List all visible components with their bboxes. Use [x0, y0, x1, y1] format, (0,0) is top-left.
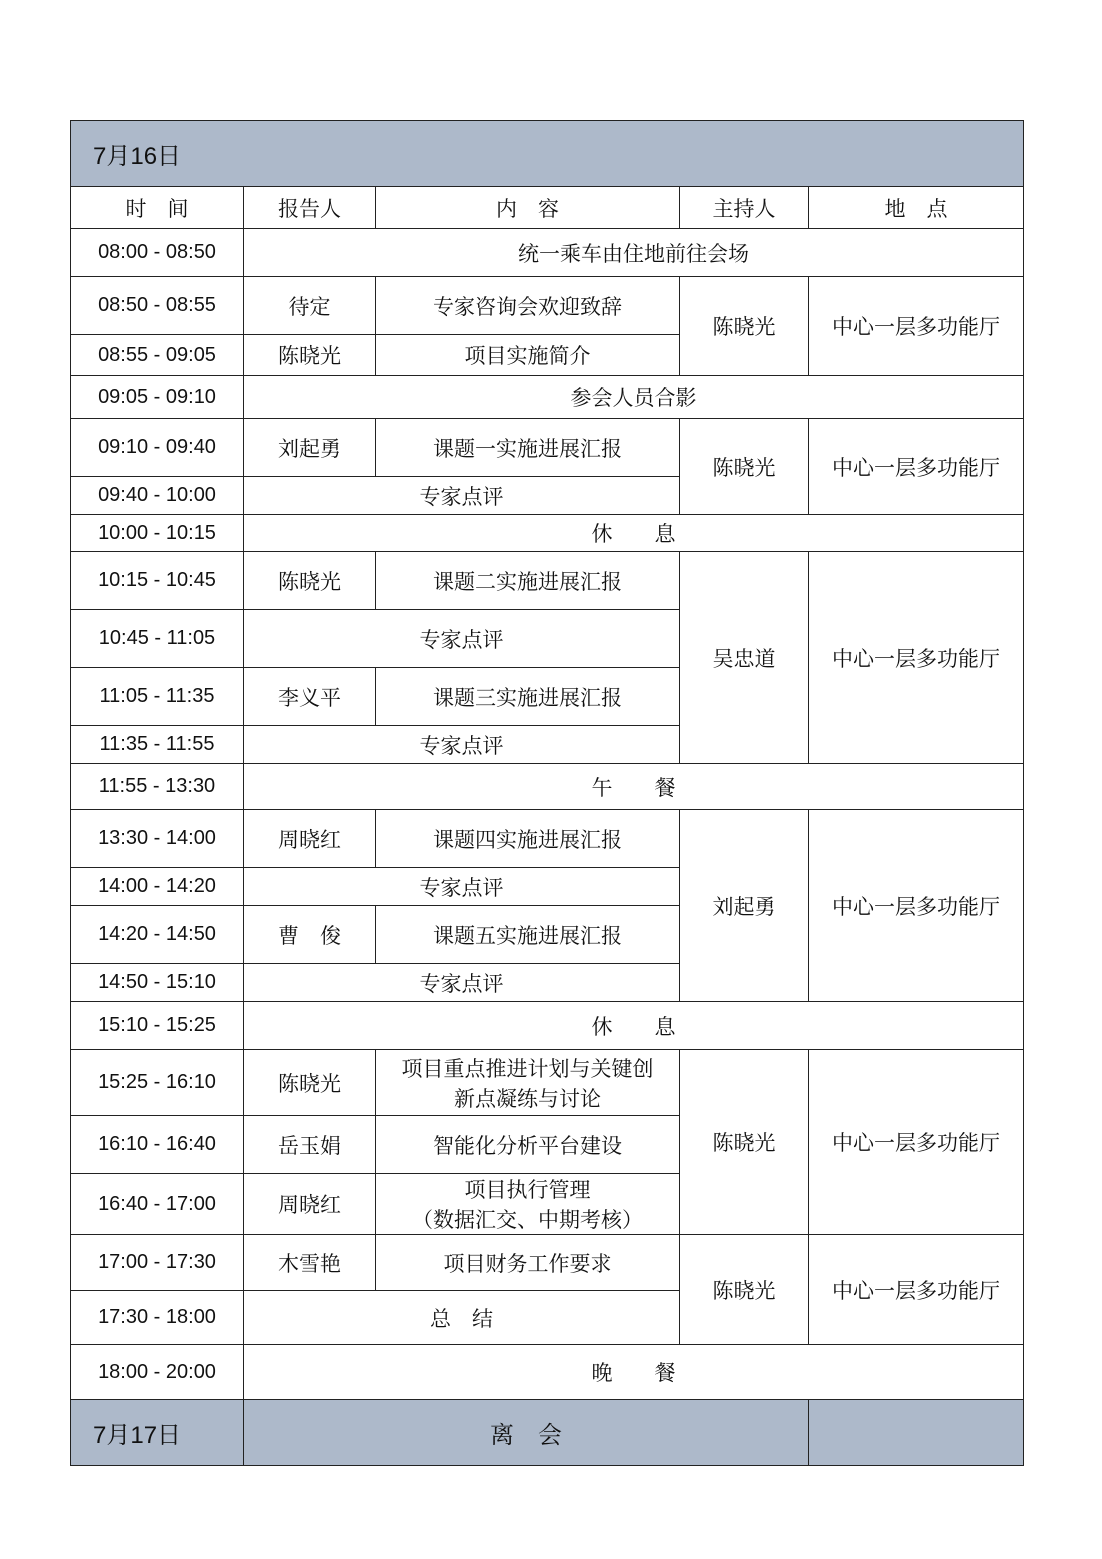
content-cell: 休 息 — [244, 515, 1024, 552]
time-cell: 18:00 - 20:00 — [71, 1345, 244, 1400]
table-row — [71, 1050, 1024, 1116]
table-row — [71, 1002, 1024, 1050]
venue-cell: 中心一层多功能厅 — [809, 277, 1024, 376]
table-row — [71, 1235, 1024, 1291]
day2-date: 7月17日 — [71, 1400, 244, 1466]
content-line: 项目重点推进计划与关键创 — [401, 1056, 654, 1081]
time-cell: 13:30 - 14:00 — [71, 810, 244, 868]
header-host: 主持人 — [680, 187, 809, 229]
content-cell: 课题四实施进展汇报 — [376, 810, 680, 868]
content-cell: 统一乘车由住地前往会场 — [244, 229, 1024, 277]
content-cell: 智能化分析平台建设 — [376, 1116, 680, 1174]
content-cell: 课题二实施进展汇报 — [376, 552, 680, 610]
table-row — [71, 376, 1024, 419]
time-cell: 09:10 - 09:40 — [71, 419, 244, 477]
host-cell: 刘起勇 — [680, 810, 809, 1002]
content-cell: 课题三实施进展汇报 — [376, 668, 680, 726]
venue-cell: 中心一层多功能厅 — [809, 1235, 1024, 1345]
table-row — [71, 229, 1024, 277]
time-cell: 16:40 - 17:00 — [71, 1174, 244, 1235]
time-cell: 15:25 - 16:10 — [71, 1050, 244, 1116]
day-header-row — [71, 121, 1024, 187]
content-cell: 课题一实施进展汇报 — [376, 419, 680, 477]
time-cell: 08:00 - 08:50 — [71, 229, 244, 277]
speaker-cell: 曹 俊 — [244, 906, 376, 964]
content-cell: 参会人员合影 — [244, 376, 1024, 419]
day1-date: 7月16日 — [71, 121, 1024, 187]
speaker-cell: 陈晓光 — [244, 1050, 376, 1116]
host-cell: 吴忠道 — [680, 552, 809, 764]
time-cell: 08:55 - 09:05 — [71, 335, 244, 376]
content-cell: 专家点评 — [244, 964, 680, 1002]
table-row — [71, 552, 1024, 610]
content-cell: 课题五实施进展汇报 — [376, 906, 680, 964]
time-cell: 10:45 - 11:05 — [71, 610, 244, 668]
venue-cell: 中心一层多功能厅 — [809, 552, 1024, 764]
content-cell: 总 结 — [244, 1291, 680, 1345]
header-content: 内 容 — [376, 187, 680, 229]
time-cell: 15:10 - 15:25 — [71, 1002, 244, 1050]
time-cell: 10:00 - 10:15 — [71, 515, 244, 552]
day2-content: 离 会 — [244, 1400, 809, 1466]
content-cell: 专家点评 — [244, 477, 680, 515]
header-venue: 地 点 — [809, 187, 1024, 229]
day2-row — [71, 1400, 1024, 1466]
time-cell: 17:30 - 18:00 — [71, 1291, 244, 1345]
content-cell: 休 息 — [244, 1002, 1024, 1050]
content-cell: 专家点评 — [244, 868, 680, 906]
time-cell: 11:35 - 11:55 — [71, 726, 244, 764]
content-cell: 项目财务工作要求 — [376, 1235, 680, 1291]
time-cell: 16:10 - 16:40 — [71, 1116, 244, 1174]
speaker-cell: 待定 — [244, 277, 376, 335]
venue-cell: 中心一层多功能厅 — [809, 1050, 1024, 1235]
table-row — [71, 810, 1024, 868]
table-row — [71, 277, 1024, 335]
table-row — [71, 515, 1024, 552]
venue-cell: 中心一层多功能厅 — [809, 810, 1024, 1002]
time-cell: 11:55 - 13:30 — [71, 764, 244, 810]
speaker-cell: 李义平 — [244, 668, 376, 726]
content-cell — [376, 1174, 680, 1235]
host-cell: 陈晓光 — [680, 277, 809, 376]
content-cell: 项目实施简介 — [376, 335, 680, 376]
content-line: （数据汇交、中期考核） — [412, 1208, 643, 1232]
schedule-table — [70, 120, 1024, 1466]
day2-empty — [809, 1400, 1024, 1466]
table-row — [71, 1345, 1024, 1400]
host-cell: 陈晓光 — [680, 1050, 809, 1235]
time-cell: 14:50 - 15:10 — [71, 964, 244, 1002]
time-cell: 10:15 - 10:45 — [71, 552, 244, 610]
time-cell: 11:05 - 11:35 — [71, 668, 244, 726]
host-cell: 陈晓光 — [680, 419, 809, 515]
speaker-cell: 陈晓光 — [244, 335, 376, 376]
table-row — [71, 764, 1024, 810]
header-time: 时 间 — [71, 187, 244, 229]
speaker-cell: 周晓红 — [244, 810, 376, 868]
speaker-cell: 周晓红 — [244, 1174, 376, 1235]
speaker-cell: 刘起勇 — [244, 419, 376, 477]
speaker-cell: 岳玉娟 — [244, 1116, 376, 1174]
host-cell: 陈晓光 — [680, 1235, 809, 1345]
content-line: 项目执行管理 — [464, 1178, 591, 1202]
time-cell: 09:40 - 10:00 — [71, 477, 244, 515]
venue-cell: 中心一层多功能厅 — [809, 419, 1024, 515]
content-cell: 专家点评 — [244, 726, 680, 764]
time-cell: 14:20 - 14:50 — [71, 906, 244, 964]
speaker-cell: 陈晓光 — [244, 552, 376, 610]
time-cell: 17:00 - 17:30 — [71, 1235, 244, 1291]
content-line: 新点凝练与讨论 — [454, 1086, 601, 1111]
speaker-cell: 木雪艳 — [244, 1235, 376, 1291]
header-speaker: 报告人 — [244, 187, 376, 229]
content-cell: 晚 餐 — [244, 1345, 1024, 1400]
column-header-row — [71, 187, 1024, 229]
content-cell — [376, 1050, 680, 1116]
content-cell: 午 餐 — [244, 764, 1024, 810]
table-row — [71, 419, 1024, 477]
time-cell: 14:00 - 14:20 — [71, 868, 244, 906]
content-cell: 专家咨询会欢迎致辞 — [376, 277, 680, 335]
time-cell: 09:05 - 09:10 — [71, 376, 244, 419]
time-cell: 08:50 - 08:55 — [71, 277, 244, 335]
content-cell: 专家点评 — [244, 610, 680, 668]
